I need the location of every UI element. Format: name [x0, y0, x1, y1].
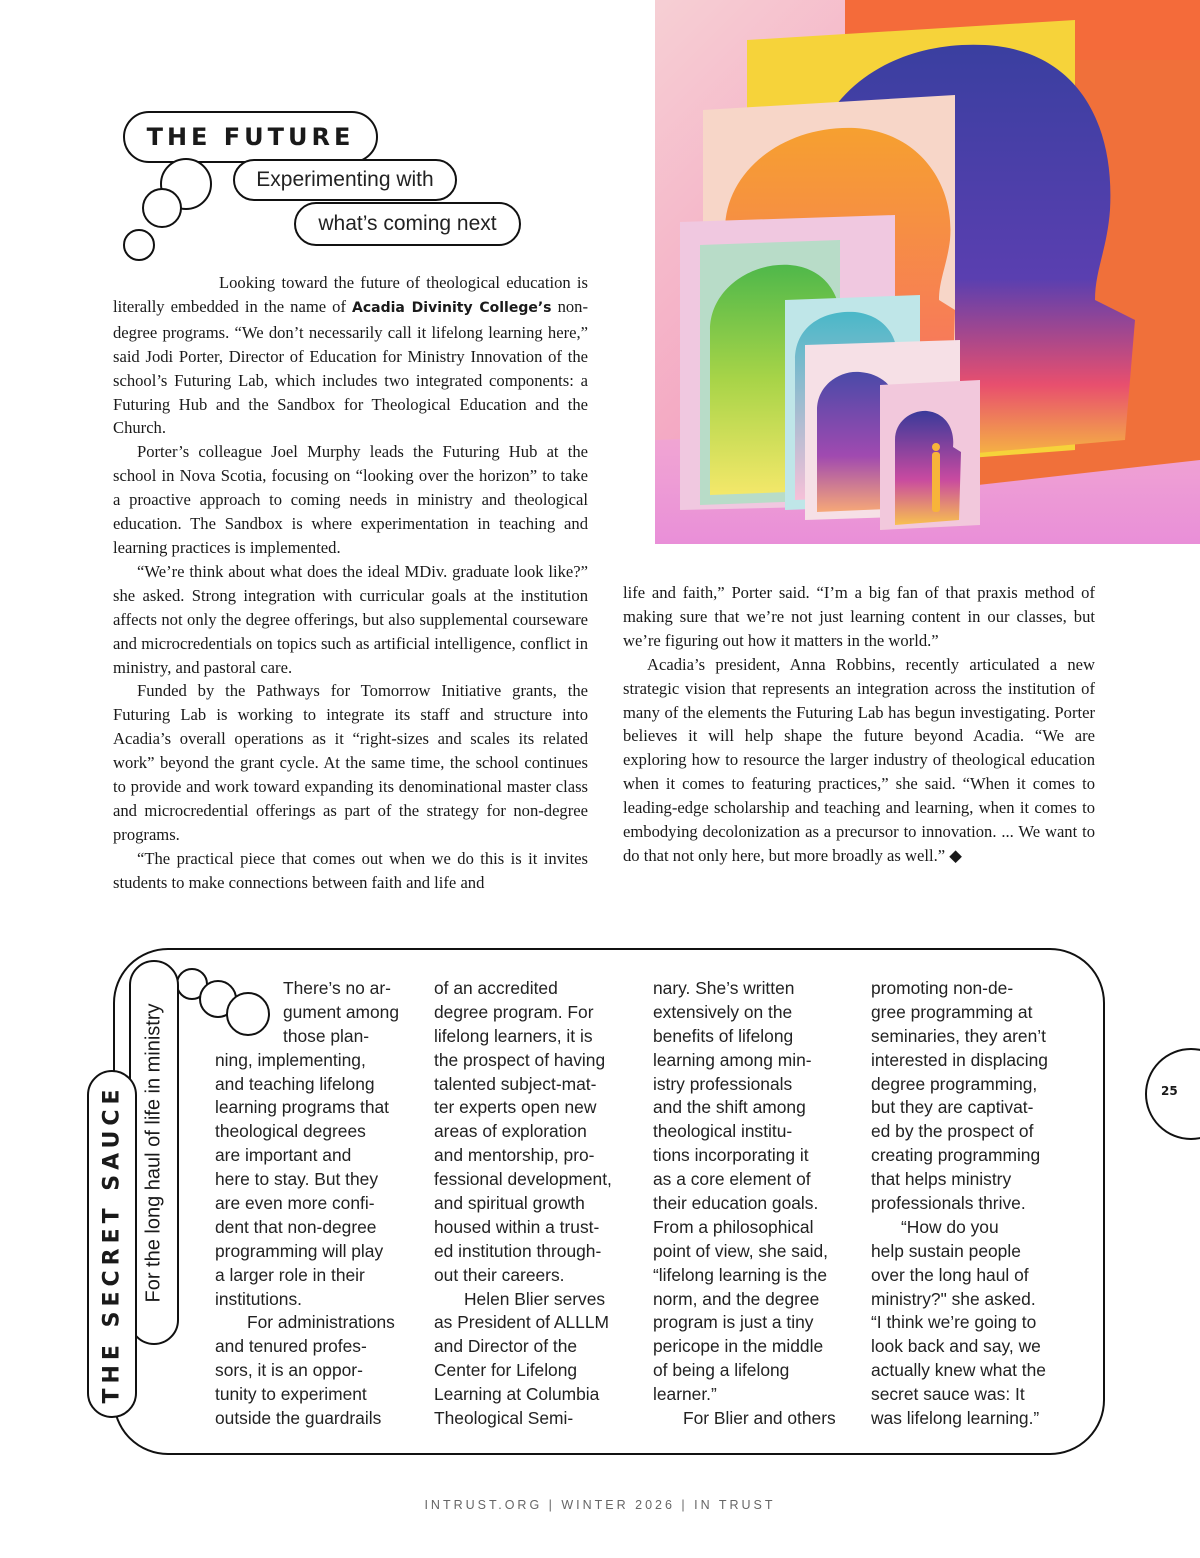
- sauce-line: extensively on the: [653, 1001, 793, 1022]
- sauce-line: sors, it is an oppor-: [215, 1360, 363, 1381]
- sauce-line: ed institution through-: [434, 1240, 602, 1261]
- paragraph-1-start: Looking toward the future of theological education is literally embedded in the name of: [113, 273, 588, 316]
- sauce-line: gree programming at: [871, 1001, 1033, 1022]
- sauce-line: pericope in the middle: [653, 1336, 824, 1357]
- article-paragraph-3: “We’re think about what does the ideal MDiv. graduate look like?” she asked. Strong integration with curricular goals at the institution affects not only the degree offerings, but also supplemental courseware and microcredentials on topics such as artificial intelligence, conflict in ministry, and pastoral care.: [113, 561, 588, 677]
- nested-heads-illustration: [655, 0, 1200, 544]
- sauce-line: a larger role in their: [215, 1264, 365, 1285]
- sauce-line: ning, implementing,: [215, 1049, 366, 1070]
- sauce-line: degree program. For: [434, 1001, 594, 1022]
- sauce-line: their education goals.: [653, 1193, 819, 1214]
- thought-bubble-medium: [142, 188, 182, 228]
- secret-sauce-title: THE SECRET SAUCE: [99, 1084, 125, 1404]
- sauce-line: learning programs that: [215, 1097, 389, 1118]
- sauce-line: For administrations: [247, 1312, 395, 1333]
- article-column-left: [113, 271, 588, 895]
- sauce-line: that helps ministry: [871, 1169, 1012, 1190]
- sauce-line: For Blier and others: [683, 1408, 836, 1429]
- article-column-right: [623, 581, 1095, 868]
- sauce-line: Center for Lifelong: [434, 1360, 578, 1381]
- article-paragraph-1: [113, 271, 588, 440]
- sauce-column-3: [653, 977, 836, 1431]
- sauce-column-1: [215, 977, 399, 1431]
- sauce-line: dent that non-degree: [215, 1216, 377, 1237]
- article-paragraph-6: life and faith,” Porter said. “I’m a big fan of that praxis method of making sure that we’re not just learning content in our classes, but we’re figuring out how it matters in the world.”: [623, 583, 1095, 650]
- article-paragraph-2: Porter’s colleague Joel Murphy leads the Futuring Hub at the school in Nova Scotia, focusing on “looking over the horizon” to take a proactive approach to coming needs in ministry and theological education. The Sandbox is where experimentation in teaching and learning practices is implemented.: [113, 442, 588, 557]
- page-number: 25: [1161, 1084, 1178, 1098]
- sauce-line: gument among: [283, 1001, 400, 1022]
- sauce-line: those plan-: [283, 1025, 370, 1046]
- sauce-line: housed within a trust-: [434, 1216, 600, 1237]
- sauce-line: professionals thrive.: [871, 1193, 1026, 1214]
- paragraph-1-end: non-degree programs. “We don’t necessarily call it lifelong learning here,” said Jodi Porter, Director of Education for Ministry Innovation of the school’s Futuring Lab, which includes two integrated components: a Futuring Hub and the Sandbox for Theological Education and the Church.: [113, 296, 588, 438]
- sauce-line: and spiritual growth: [434, 1193, 585, 1214]
- sauce-line: look back and say, we: [871, 1336, 1041, 1357]
- sauce-line: creating programming: [871, 1145, 1041, 1166]
- sauce-line: Helen Blier serves: [464, 1288, 606, 1309]
- future-subtitle-line1: Experimenting with: [256, 168, 434, 191]
- sauce-line: “How do you: [901, 1216, 999, 1237]
- sauce-line: of an accredited: [434, 978, 558, 998]
- sauce-line: the prospect of having: [434, 1049, 606, 1070]
- college-name: Acadia Divinity College’s: [352, 299, 552, 316]
- sauce-line: lifelong learners, it is: [434, 1025, 593, 1046]
- future-subtitle-line2: what’s coming next: [318, 212, 497, 235]
- sauce-line: and mentorship, pro-: [434, 1145, 595, 1166]
- sauce-line: and teaching lifelong: [215, 1073, 375, 1094]
- sauce-line: and Director of the: [434, 1336, 578, 1357]
- sauce-line: talented subject-mat-: [434, 1073, 597, 1094]
- sauce-line: Theological Semi-: [434, 1408, 574, 1429]
- sauce-line: as a core element of: [653, 1169, 811, 1190]
- sauce-column-2: [434, 977, 612, 1431]
- sauce-line: There’s no ar-: [283, 978, 391, 998]
- sauce-line: degree programming,: [871, 1073, 1038, 1094]
- sauce-line: ministry?" she asked.: [871, 1288, 1036, 1309]
- future-subtitle-pill-2: [294, 202, 521, 246]
- sauce-line: programming will play: [215, 1240, 384, 1261]
- sauce-line: are important and: [215, 1145, 352, 1166]
- sauce-line: here to stay. But they: [215, 1169, 379, 1190]
- article-paragraph-4: Funded by the Pathways for Tomorrow Initiative grants, the Futuring Lab is working to integrate its staff and structure into Acadia’s overall operations as it “right-sizes and scales its related work” beyond the grant cycle. At the same time, the school continues to provide and work toward expanding its denominational master class and microcredential offerings as part of the strategy for non-degree programs.: [113, 681, 588, 844]
- sauce-line: ed by the prospect of: [871, 1121, 1034, 1142]
- sauce-line: nary. She’s written: [653, 978, 795, 998]
- sauce-line: are even more confi-: [215, 1193, 375, 1214]
- sauce-line: norm, and the degree: [653, 1288, 820, 1309]
- sauce-line: as President of ALLLM: [434, 1312, 609, 1333]
- sauce-line: was lifelong learning.”: [871, 1408, 1040, 1429]
- sauce-line: theological degrees: [215, 1121, 366, 1142]
- sauce-line: but they are captivat-: [871, 1097, 1034, 1118]
- future-title: THE FUTURE: [146, 123, 355, 151]
- sauce-line: “I think we’re going to: [871, 1312, 1037, 1333]
- sauce-line: of being a lifelong: [653, 1360, 790, 1381]
- sauce-line: learner.”: [653, 1384, 717, 1405]
- sauce-line: theological institu-: [653, 1121, 793, 1142]
- sauce-line: fessional development,: [434, 1169, 612, 1190]
- sauce-line: From a philosophical: [653, 1216, 814, 1237]
- sauce-column-4: [871, 977, 1048, 1431]
- sauce-line: Learning at Columbia: [434, 1384, 600, 1405]
- article-paragraph-5: “The practical piece that comes out when we do this is it invites students to make connections between faith and life and: [113, 848, 588, 892]
- page-number-bubble: [1145, 1048, 1200, 1140]
- sauce-line: tions incorporating it: [653, 1145, 809, 1166]
- sauce-line: tunity to experiment: [215, 1384, 367, 1405]
- secret-sauce-subtitle: For the long haul of life in ministry: [142, 1002, 165, 1303]
- sauce-line: “lifelong learning is the: [653, 1264, 828, 1285]
- sauce-line: istry professionals: [653, 1073, 793, 1094]
- sauce-line: secret sauce was: It: [871, 1384, 1025, 1405]
- sauce-line: and the shift among: [653, 1097, 806, 1118]
- sauce-line: point of view, she said,: [653, 1240, 828, 1261]
- sauce-line: seminaries, they aren’t: [871, 1025, 1046, 1046]
- sauce-line: ter experts open new: [434, 1097, 597, 1118]
- sauce-line: and tenured profes-: [215, 1336, 367, 1357]
- sauce-line: benefits of lifelong: [653, 1025, 794, 1046]
- thought-bubble-small: [123, 229, 155, 261]
- article-paragraph-7: Acadia’s president, Anna Robbins, recently articulated a new strategic vision that represents an integration across the institution of many of the elements the Futuring Lab has begun investigating. Porter believes it will help shape the future beyond Acadia. “We are exploring how to resource the larger industry of theological education when it comes to featuring practices,” she said. “When it comes to leading-edge scholarship and teaching and learning, when it comes to embodying decolonization as a precursor to innovation. ... We want to do that not only here, but more broadly as well.” ◆: [623, 654, 1095, 865]
- sauce-line: learning among min-: [653, 1049, 812, 1070]
- sauce-line: program is just a tiny: [653, 1312, 814, 1333]
- sauce-line: out their careers.: [434, 1264, 565, 1285]
- sauce-line: promoting non-de-: [871, 978, 1014, 998]
- future-title-pill: [123, 111, 378, 163]
- sauce-line: over the long haul of: [871, 1264, 1029, 1285]
- sauce-line: help sustain people: [871, 1240, 1021, 1261]
- future-subtitle-pill-1: [233, 159, 457, 201]
- sauce-line: actually knew what the: [871, 1360, 1046, 1381]
- sauce-line: areas of exploration: [434, 1121, 587, 1142]
- secret-sauce-title-pill: [87, 1070, 137, 1418]
- page-footer: INTRUST.ORG | WINTER 2026 | IN TRUST: [424, 1498, 776, 1512]
- sauce-line: outside the guardrails: [215, 1408, 382, 1429]
- sauce-line: interested in displacing: [871, 1049, 1048, 1070]
- sauce-line: institutions.: [215, 1288, 302, 1309]
